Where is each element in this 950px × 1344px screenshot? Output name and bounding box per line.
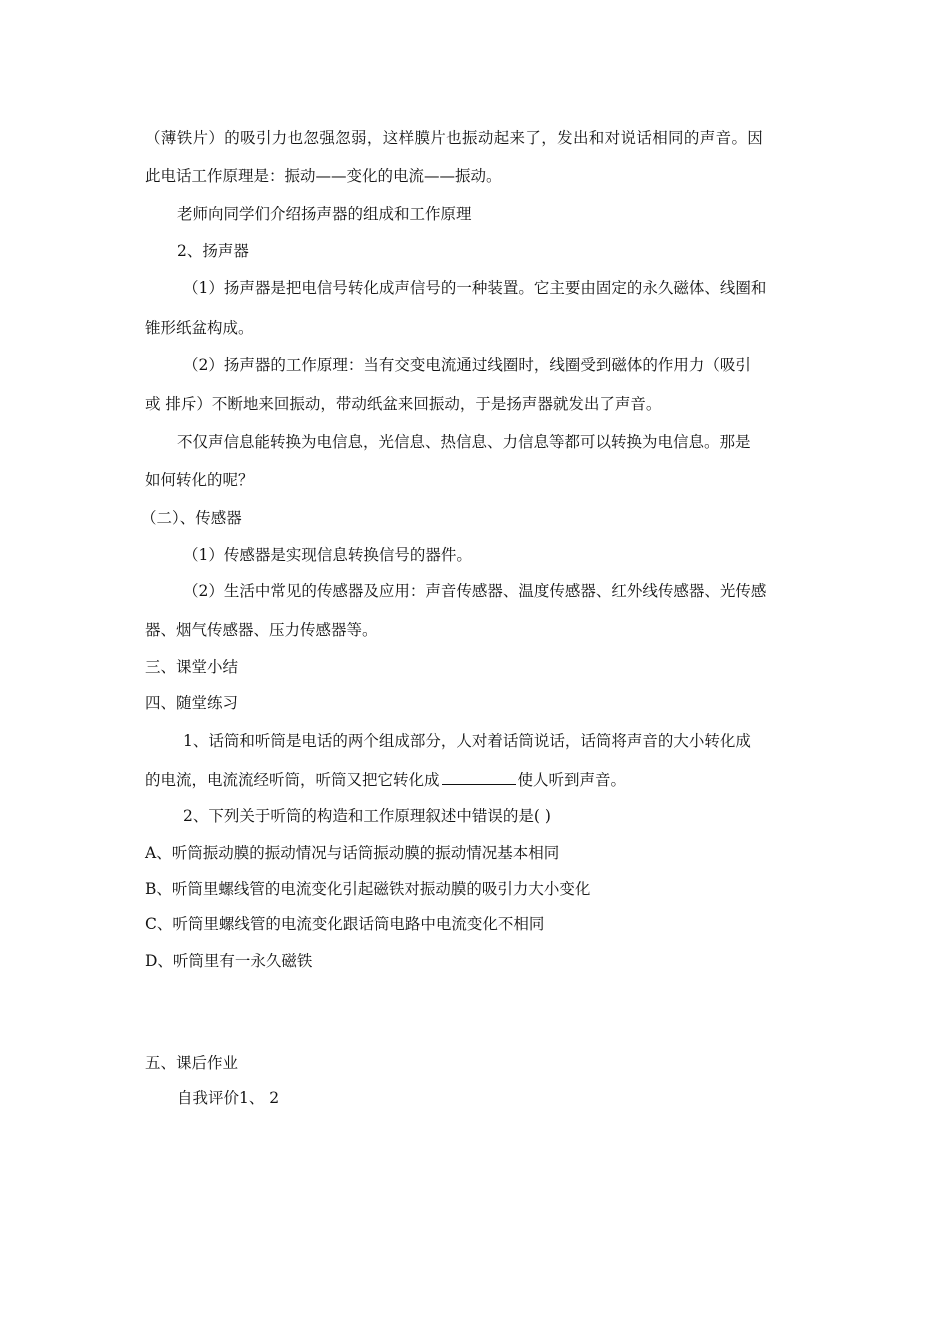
section-heading: 2、扬声器: [177, 242, 249, 260]
section-heading: 五、课后作业: [145, 1054, 239, 1072]
option-d: D、听筒里有一永久磁铁: [145, 952, 313, 970]
option-c: C、听筒里螺线管的电流变化跟话筒电路中电流变化不相同: [145, 915, 545, 933]
paragraph-line: 如何转化的呢？: [145, 471, 254, 489]
paragraph-line: 自我评价1、 2: [177, 1089, 280, 1107]
paragraph-line: （1）扬声器是把电信号转化成声信号的一种装置。它主要由固定的永久磁体、线圈和: [183, 279, 767, 297]
paragraph-line: 老师向同学们介绍扬声器的组成和工作原理: [177, 205, 472, 223]
section-heading: 三、课堂小结: [145, 658, 239, 676]
paragraph-line: 锥形纸盆构成。: [145, 319, 254, 337]
paragraph-line: （2）生活中常见的传感器及应用：声音传感器、温度传感器、红外线传感器、光传感: [183, 582, 767, 600]
question-text-part: 使人听到声音。: [517, 771, 627, 789]
paragraph-line: 不仅声信息能转换为电信息，光信息、热信息、力信息等都可以转换为电信息。那是: [177, 433, 751, 451]
option-b: B、听筒里螺线管的电流变化引起磁铁对振动膜的吸引力大小变化: [145, 880, 591, 898]
option-a: A、听筒振动膜的振动情况与话筒振动膜的振动情况基本相同: [145, 844, 560, 862]
paragraph-line: 或 排斥）不断地来回振动，带动纸盆来回振动，于是扬声器就发出了声音。: [145, 395, 662, 413]
question-text: 1、话筒和听筒是电话的两个组成部分，人对着话筒说话，话筒将声音的大小转化成: [183, 732, 751, 750]
answer-blank: [442, 770, 516, 785]
paragraph-line: （1）传感器是实现信息转换信号的器件。: [183, 546, 472, 564]
section-heading: （二）、传感器: [141, 509, 242, 527]
paragraph-line: 器、烟气传感器、压力传感器等。: [145, 621, 378, 639]
paragraph-line: 此电话工作原理是：振动——变化的电流——振动。: [145, 167, 502, 185]
section-heading: 四、随堂练习: [145, 694, 239, 712]
question-text-part: 的电流，电流流经听筒，听筒又把它转化成: [145, 771, 440, 789]
question-text: [145, 770, 810, 790]
question-text: 2、下列关于听筒的构造和工作原理叙述中错误的是( ): [183, 807, 551, 825]
paragraph-line: （2）扬声器的工作原理：当有交变电流通过线圈时，线圈受到磁体的作用力（吸引: [183, 356, 751, 374]
paragraph-line: （薄铁片）的吸引力也忽强忽弱，这样膜片也振动起来了，发出和对说话相同的声音。因: [145, 129, 764, 147]
